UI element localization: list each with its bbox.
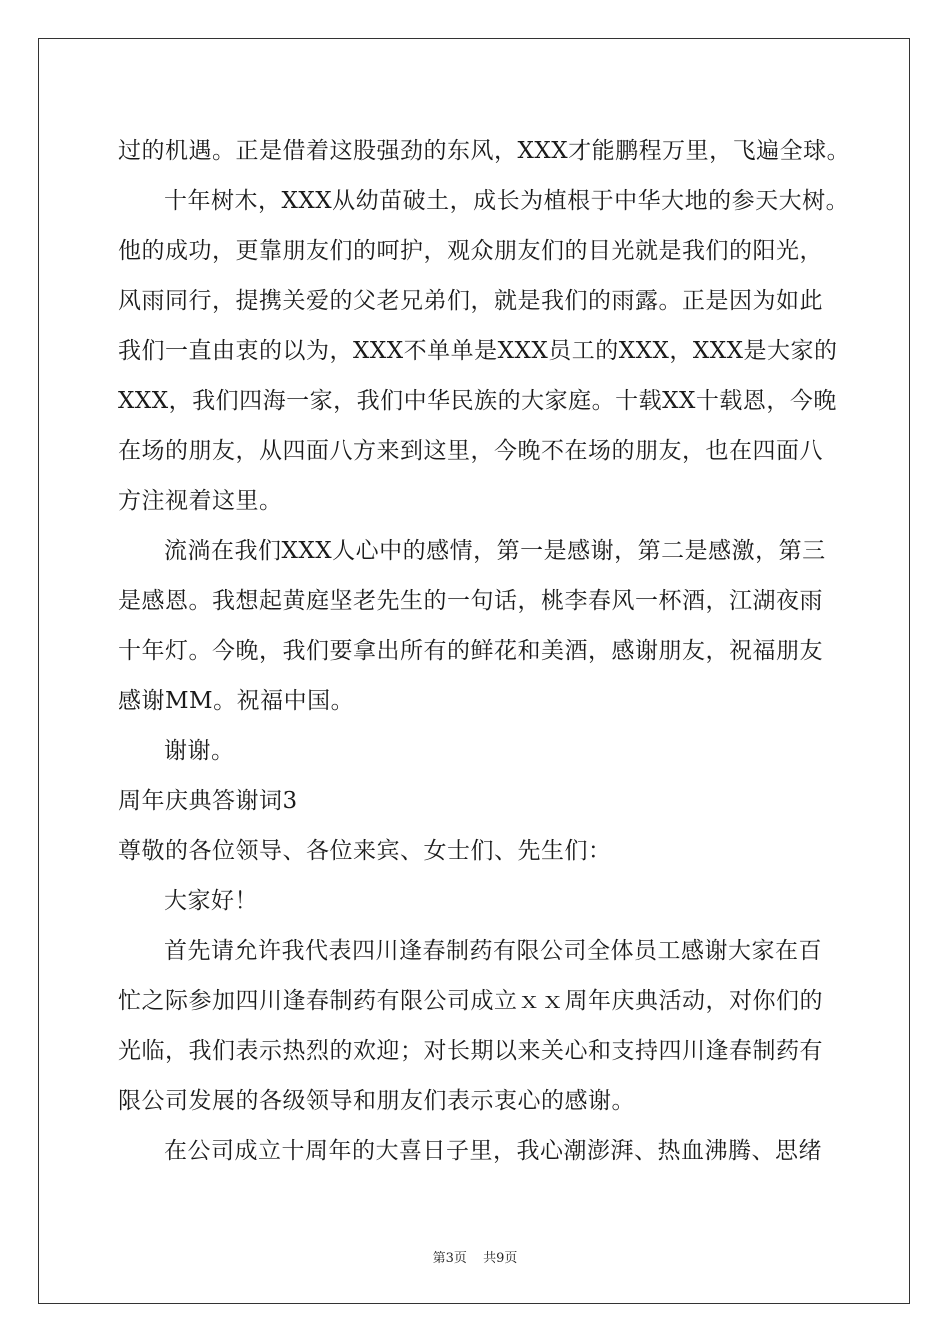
- text-line: 流淌在我们XXX人心中的感情，第一是感谢，第二是感激，第三: [164, 538, 826, 564]
- text-line: 感谢MM。祝福中国。: [118, 688, 355, 714]
- text-line: 过的机遇。正是借着这股强劲的东风，XXX才能鹏程万里，飞遍全球。: [118, 138, 851, 164]
- text-line: 他的成功，更靠朋友们的呵护，观众朋友们的目光就是我们的阳光，: [118, 238, 823, 264]
- page-total: 共9页: [483, 1251, 518, 1266]
- text-line: 谢谢。: [164, 738, 235, 764]
- greeting: 大家好！: [164, 888, 258, 914]
- text-line: 在公司成立十周年的大喜日子里，我心潮澎湃、热血沸腾、思绪: [164, 1138, 822, 1164]
- text-line: 方注视着这里。: [118, 488, 283, 514]
- text-line: 是感恩。我想起黄庭坚老先生的一句话，桃李春风一杯酒，江湖夜雨: [118, 588, 823, 614]
- text-line: 光临，我们表示热烈的欢迎；对长期以来关心和支持四川逢春制药有: [118, 1038, 823, 1064]
- text-line: 十年树木，XXX从幼苗破土，成长为植根于中华大地的参天大树。: [164, 188, 850, 214]
- salutation: 尊敬的各位领导、各位来宾、女士们、先生们：: [118, 838, 612, 864]
- text-line: XXX，我们四海一家，我们中华民族的大家庭。十载XX十载恩，今晚: [118, 388, 837, 414]
- text-line: 我们一直由衷的以为，XXX不单单是XXX员工的XXX，XXX是大家的: [118, 338, 838, 364]
- text-line: 首先请允许我代表四川逢春制药有限公司全体员工感谢大家在百: [164, 938, 822, 964]
- text-line: 限公司发展的各级领导和朋友们表示衷心的感谢。: [118, 1088, 635, 1114]
- text-line: 在场的朋友，从四面八方来到这里，今晚不在场的朋友，也在四面八: [118, 438, 823, 464]
- page-footer: [0, 1247, 950, 1266]
- text-line: 风雨同行，提携关爱的父老兄弟们，就是我们的雨露。正是因为如此: [118, 288, 823, 314]
- page-number: 第3页: [432, 1251, 467, 1266]
- text-line: 忙之际参加四川逢春制药有限公司成立ｘｘ周年庆典活动，对你们的: [118, 988, 823, 1014]
- text-line: 十年灯。今晚，我们要拿出所有的鲜花和美酒，感谢朋友，祝福朋友: [118, 638, 823, 664]
- section-heading: 周年庆典答谢词3: [118, 788, 298, 814]
